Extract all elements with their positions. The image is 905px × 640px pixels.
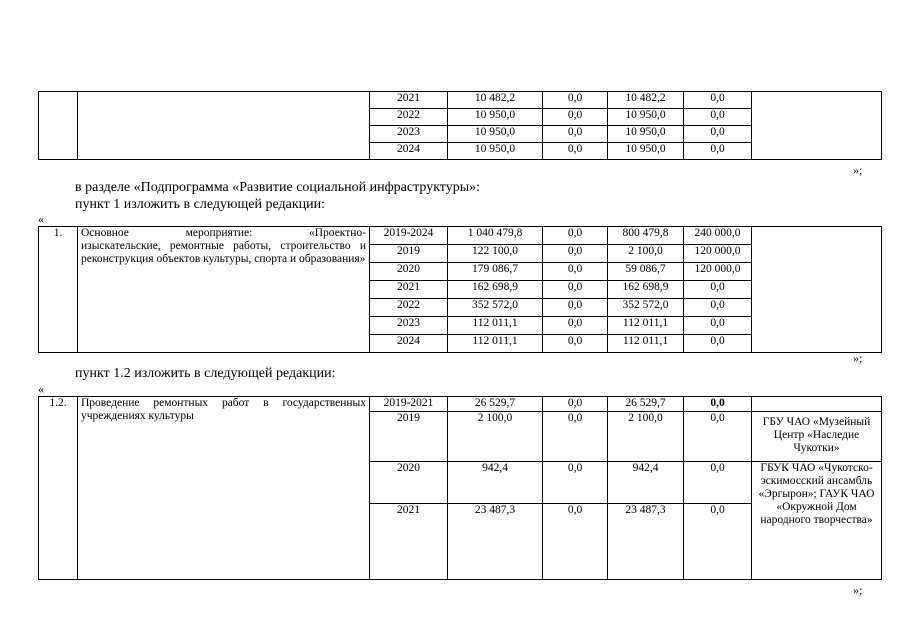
table-row: 2024 10 950,0 0,0 10 950,0 0,0 xyxy=(39,143,882,160)
table-row: 2021 162 698,9 0,0 162 698,9 0,0 xyxy=(39,281,882,299)
table-row: 2019 122 100,0 0,0 2 100,0 120 000,0 xyxy=(39,245,882,263)
item-number: 1.2. xyxy=(39,397,78,580)
close-quote-1: »; xyxy=(853,163,863,177)
open-quote-2: « xyxy=(38,382,44,396)
table-row: 2021 10 482,2 0,0 10 482,2 0,0 xyxy=(39,92,882,109)
item-description: Проведение ремонтных работ в государственных учреждениях культуры xyxy=(78,397,370,580)
table-row: 1. Основное мероприятие: «Проектно- изыскательские, ремонтные работы, строительство и реконструкция объектов культуры, спорта и образования» 2019-2024 1 040 479,8 0,0 800 479,8 240 000,0 xyxy=(39,227,882,245)
instruction-2: пункт 1.2 изложить в следующей редакции: xyxy=(75,366,336,381)
table-1-continuation xyxy=(38,91,882,160)
table-row: 2019 2 100,0 0,0 2 100,0 0,0 ГБУ ЧАО «Музейный Центр «Наследие Чукотки» xyxy=(39,412,882,462)
table-row: 2020 942,4 0,0 942,4 0,0 ГБУК ЧАО «Чукотско-эскимосский ансамбль «Эргырон»; ГАУК ЧАО «Окружной Дом народного творчества» xyxy=(39,462,882,504)
table-row: 2023 112 011,1 0,0 112 011,1 0,0 xyxy=(39,317,882,335)
instruction-1: пункт 1 изложить в следующей редакции: xyxy=(75,197,325,212)
executor-2: ГБУК ЧАО «Чукотско-эскимосский ансамбль «Эргырон»; ГАУК ЧАО «Окружной Дом народного творчества» xyxy=(752,462,882,580)
item-description: Основное мероприятие: «Проектно- изыскательские, ремонтные работы, строительство и реконструкция объектов культуры, спорта и образования» xyxy=(78,227,370,353)
table-row: 1.2. Проведение ремонтных работ в государственных учреждениях культуры 2019-2021 26 529,7 0,0 26 529,7 0,0 xyxy=(39,397,882,412)
table-2 xyxy=(38,226,882,353)
close-quote-2: »; xyxy=(853,351,863,365)
table-row: 2022 352 572,0 0,0 352 572,0 0,0 xyxy=(39,299,882,317)
close-quote-3: »; xyxy=(853,583,863,597)
table-row: 2022 10 950,0 0,0 10 950,0 0,0 xyxy=(39,109,882,126)
executor-1: ГБУ ЧАО «Музейный Центр «Наследие Чукотки» xyxy=(752,412,882,462)
table-3 xyxy=(38,396,882,580)
section-heading: в разделе «Подпрограмма «Развитие социальной инфраструктуры»: xyxy=(75,180,481,195)
table-row: 2021 23 487,3 0,0 23 487,3 0,0 xyxy=(39,504,882,580)
item-number: 1. xyxy=(39,227,78,353)
table-row: 2020 179 086,7 0,0 59 086,7 120 000,0 xyxy=(39,263,882,281)
open-quote-1: « xyxy=(38,212,44,226)
table-row: 2024 112 011,1 0,0 112 011,1 0,0 xyxy=(39,335,882,353)
table-row: 2023 10 950,0 0,0 10 950,0 0,0 xyxy=(39,126,882,143)
